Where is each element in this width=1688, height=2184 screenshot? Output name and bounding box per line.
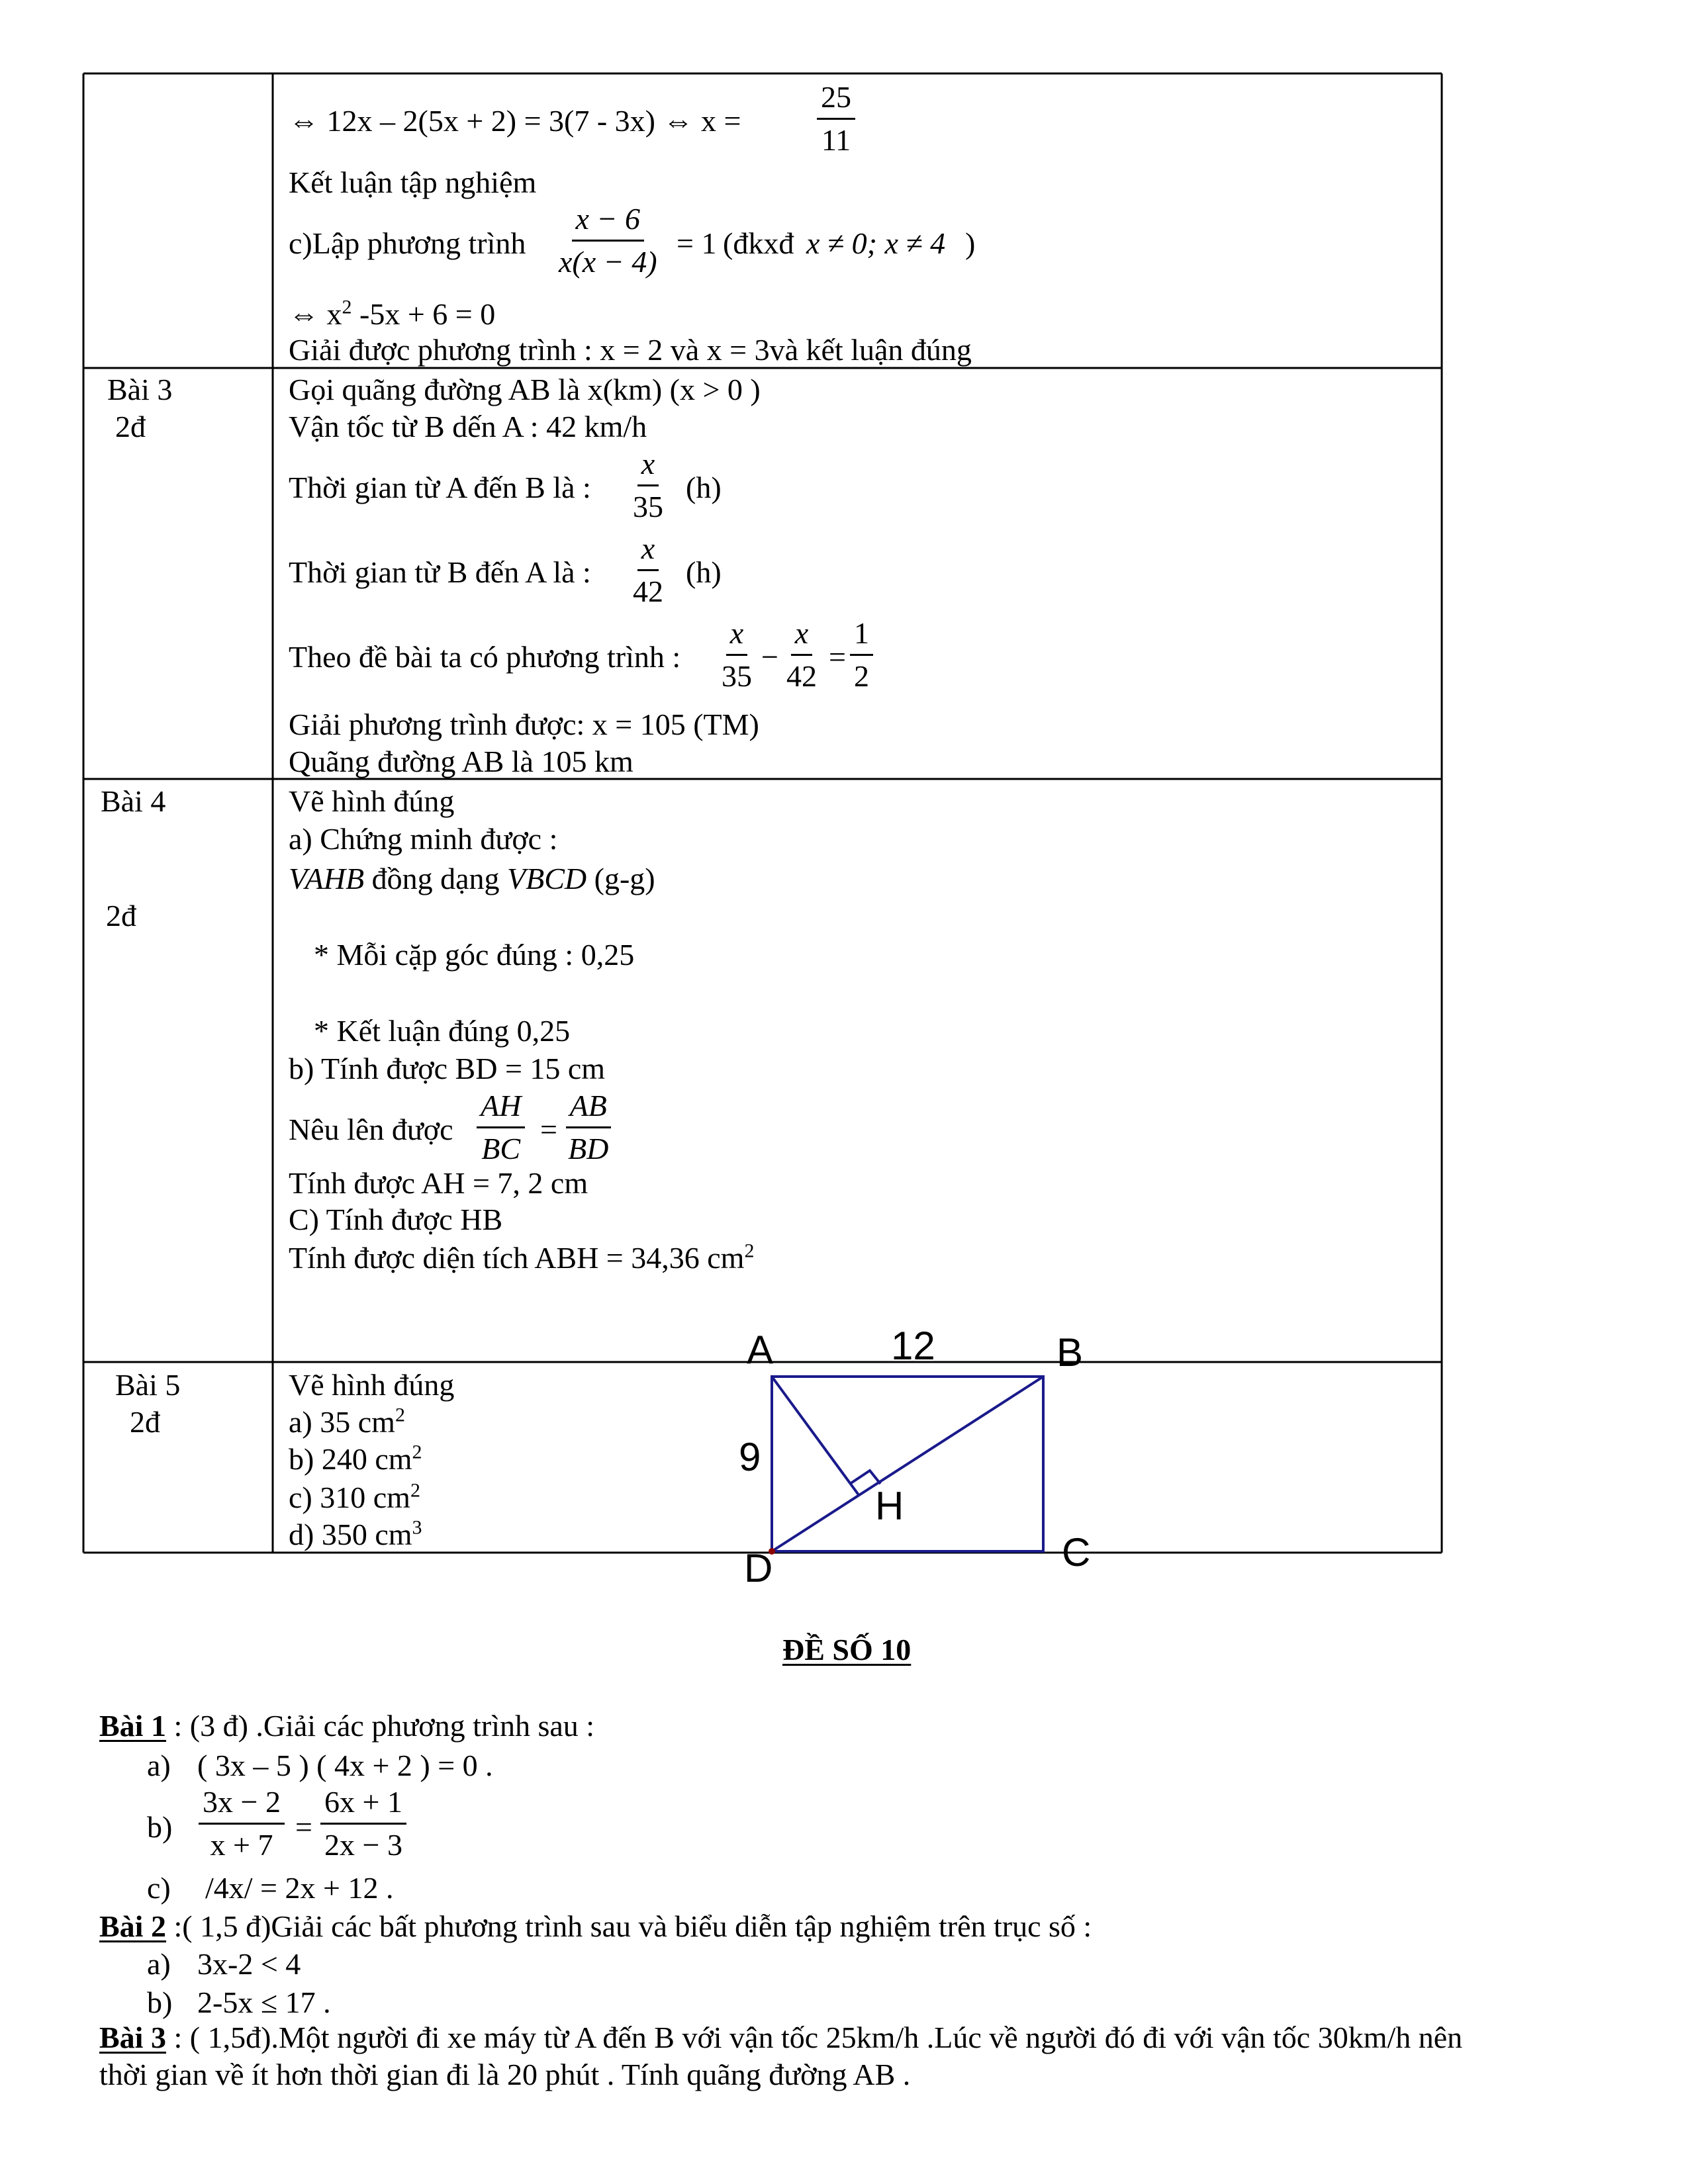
fraction-numerator: x bbox=[791, 618, 812, 656]
text-line: ) bbox=[965, 226, 976, 260]
fraction bbox=[199, 1787, 285, 1860]
row-points: 2đ bbox=[106, 899, 136, 933]
question-item: ( 3x – 5 ) ( 4x + 2 ) = 0 . bbox=[197, 1749, 493, 1782]
text-line: Vận tốc từ B dến A : 42 km/h bbox=[289, 410, 647, 443]
equation-line: ⇔ 12x – 2(5x + 2) = 3(7 - 3x) ⇔ x = bbox=[289, 104, 741, 138]
answer-d: d) 350 $cm^3$ bbox=[289, 1516, 422, 1551]
text-line: Nêu lên được bbox=[289, 1113, 453, 1146]
fraction-numerator: 1 bbox=[850, 618, 873, 656]
text-line: a) Chứng minh được : bbox=[289, 822, 558, 856]
fraction-numerator: AB bbox=[566, 1091, 611, 1128]
question-item: 2-5x ≤ 17 . bbox=[197, 1985, 331, 2019]
label-d: D bbox=[744, 1546, 773, 1590]
item-marker: b) bbox=[147, 1810, 173, 1844]
operator: − bbox=[761, 640, 778, 674]
row-label: Bài 5 bbox=[115, 1368, 181, 1402]
text-line: c)Lập phương trình bbox=[289, 226, 526, 260]
fraction-numerator: AH bbox=[477, 1091, 525, 1128]
label-h: H bbox=[875, 1484, 904, 1528]
item-marker: a) bbox=[147, 1947, 171, 1981]
label-b: B bbox=[1056, 1330, 1084, 1375]
fraction-numerator: x bbox=[637, 449, 659, 486]
fraction-numerator: x − 6 bbox=[572, 204, 644, 242]
scoring-note: * Mỗi cặp góc đúng : 0,25 bbox=[314, 938, 635, 972]
label-a: A bbox=[747, 1328, 774, 1372]
answer-c: c) 310 $cm^2$ bbox=[289, 1479, 420, 1514]
text-line: Vẽ hình đúng bbox=[289, 1368, 455, 1402]
item-marker: b) bbox=[147, 1985, 173, 2019]
fraction-denominator: 42 bbox=[786, 659, 817, 693]
text-line: Giải được phương trình : x = 2 và x = 3và kết luận đúng bbox=[289, 333, 972, 367]
question-line: Bài 3 : ( 1,5đ).Một người đi xe máy từ A đến B với vận tốc 25km/h .Lúc về người đó đi với vận tốc 30km/h nên bbox=[99, 2021, 1463, 2054]
row-points: 2đ bbox=[130, 1405, 160, 1439]
text-line: Tính được AH = 7, 2 cm bbox=[289, 1166, 588, 1200]
text-line: (đkxđ bbox=[723, 226, 794, 260]
fraction-numerator: 3x − 2 bbox=[199, 1787, 285, 1825]
text-line: Thời gian từ A đến B là : bbox=[289, 471, 591, 504]
text-line: Kết luận tập nghiệm bbox=[289, 165, 537, 199]
fraction-denominator: BD bbox=[568, 1132, 609, 1165]
label-top-length: 12 bbox=[891, 1324, 935, 1368]
text-line: b) Tính được BD = 15 cm bbox=[289, 1052, 606, 1085]
text-line: C) Tính được HB bbox=[289, 1203, 503, 1236]
fraction-denominator: BC bbox=[481, 1132, 521, 1165]
operator: = bbox=[540, 1113, 557, 1146]
operator: = bbox=[295, 1810, 312, 1844]
row-points: 2đ bbox=[115, 410, 146, 443]
equation-line: ⇔ $x^2$ -5x + 6 = 0 bbox=[289, 296, 496, 331]
item-marker: a) bbox=[147, 1749, 171, 1782]
question-line: Bài 2 :( 1,5 đ)Giải các bất phương trình sau và biểu diễn tập nghiệm trên trục số : bbox=[99, 1909, 1092, 1943]
fraction-denominator: 2x − 3 bbox=[324, 1828, 402, 1862]
text-line: Gọi quãng đường AB là x(km) (x > 0 ) bbox=[289, 373, 761, 406]
fraction bbox=[320, 1787, 406, 1860]
question-item: 3x-2 < 4 bbox=[197, 1947, 301, 1981]
row-label: Bài 4 bbox=[101, 784, 166, 818]
exam-title: ĐỀ SỐ 10 bbox=[782, 1633, 912, 1666]
fraction-numerator: 25 bbox=[817, 82, 855, 120]
fraction-denominator: 2 bbox=[854, 659, 869, 693]
altitude-ah bbox=[772, 1377, 859, 1496]
text-line: Giải phương trình được: x = 105 (TM) bbox=[289, 707, 759, 741]
right-angle-mark bbox=[850, 1471, 880, 1484]
fraction-denominator: x(x − 4) bbox=[559, 245, 657, 279]
fraction-denominator: x + 7 bbox=[210, 1828, 273, 1862]
label-left-length: 9 bbox=[739, 1435, 761, 1479]
fraction-denominator: 35 bbox=[633, 490, 663, 523]
condition: x ≠ 0; x ≠ 4 bbox=[806, 226, 946, 260]
row-label: Bài 3 bbox=[107, 373, 173, 406]
unit: (h) bbox=[686, 555, 722, 589]
text-line: Vẽ hình đúng bbox=[289, 784, 455, 818]
label-c: C bbox=[1062, 1530, 1091, 1574]
fraction-numerator: x bbox=[637, 533, 659, 571]
fraction-denominator: 35 bbox=[722, 659, 752, 693]
answer-a: a) 35 $cm^2$ bbox=[289, 1404, 405, 1439]
question-line: Bài 1 : (3 đ) .Giải các phương trình sau : bbox=[99, 1709, 595, 1743]
diagonal-bd bbox=[772, 1377, 1043, 1551]
question-line-continued: thời gian về ít hơn thời gian đi là 20 phút . Tính quãng đường AB . bbox=[99, 2058, 911, 2091]
question-item: /4x/ = 2x + 12 . bbox=[205, 1871, 394, 1905]
text-line: Tính được diện tích ABH = 34,36 $cm^2$ bbox=[289, 1240, 755, 1275]
fraction-numerator: x bbox=[726, 618, 747, 656]
text-line: Quãng đường AB là 105 km bbox=[289, 745, 633, 778]
fraction-denominator: 11 bbox=[821, 123, 851, 157]
text-line: = 1 bbox=[677, 226, 717, 260]
scoring-note: * Kết luận đúng 0,25 bbox=[314, 1014, 571, 1048]
fraction-numerator: 6x + 1 bbox=[320, 1787, 406, 1825]
similarity-statement: VAHB đồng dạng VBCD (g-g) bbox=[289, 862, 655, 895]
operator: = bbox=[829, 640, 846, 674]
fraction-denominator: 42 bbox=[633, 574, 663, 608]
item-marker: c) bbox=[147, 1871, 171, 1905]
text-line: Thời gian từ B đến A là : bbox=[289, 555, 591, 589]
unit: (h) bbox=[686, 471, 722, 504]
answer-b: b) 240 $cm^2$ bbox=[289, 1441, 422, 1476]
text-line: Theo đề bài ta có phương trình : bbox=[289, 640, 681, 674]
